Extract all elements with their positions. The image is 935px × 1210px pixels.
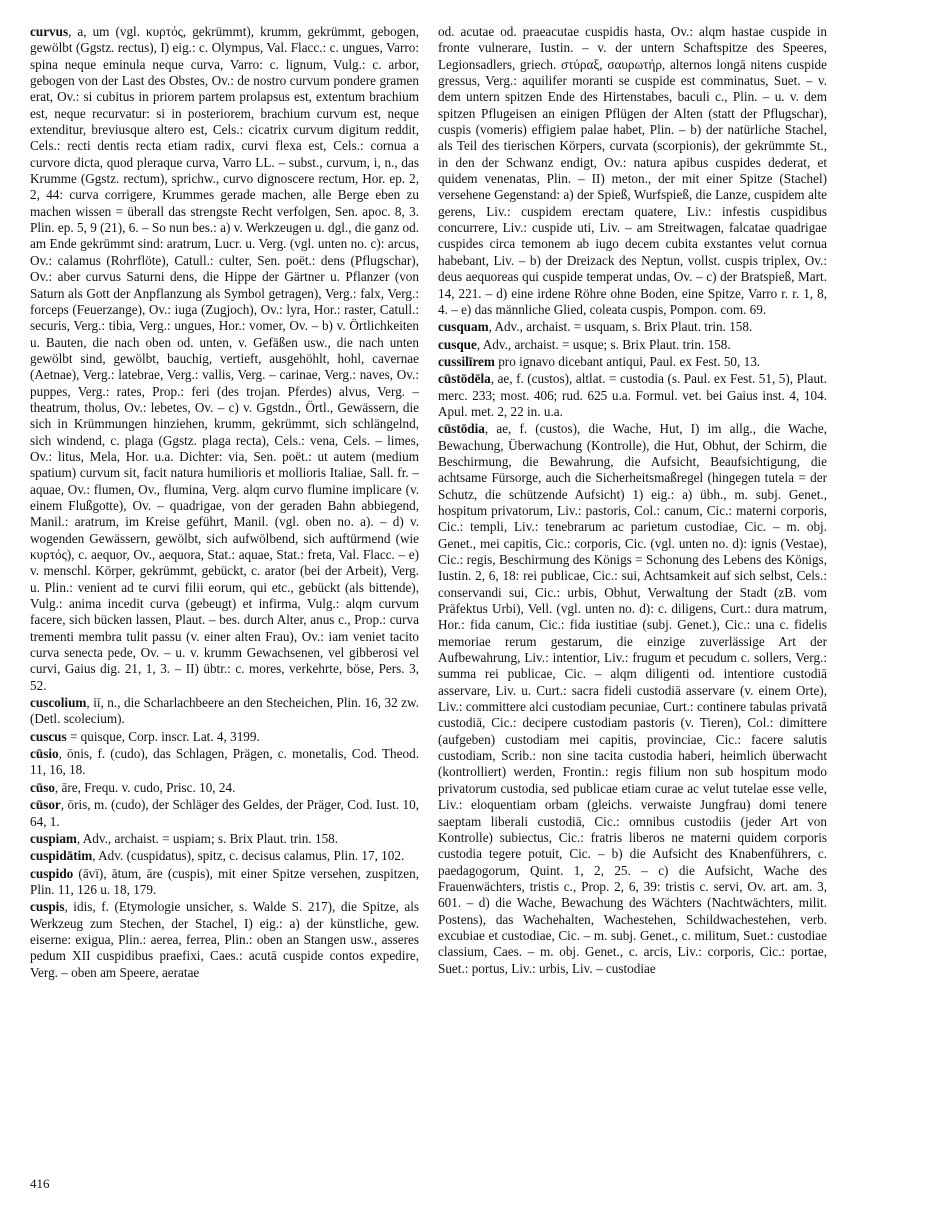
entry-body: , idis, f. (Etymologie unsicher, s. Walde S. 217), die Spitze, als Werkzeug zum Stechen, der Stachel, I) eig.: a) der künstliche, gew. eiserne: exigua, Plin.: aerea, ferrea, Plin.: oben an Stangen usw., asseres pedum XII cuspidibus praefixi, Caes.: acutā cuspide contos expedire, Verg. – oben am Speere, aeratae xyxy=(30,899,419,980)
dictionary-entry xyxy=(30,746,419,779)
dictionary-entry xyxy=(30,797,419,830)
entry-body: (āvī), ātum, āre (cuspis), mit einer Spitze versehen, zuspitzen, Plin. 11, 126 u. 18, 179. xyxy=(30,865,419,897)
entry-body: , ae, f. (custos), altlat. = custodia (s. Paul. ex Fest. 51, 5), Plaut. merc. 233; most. 406; rud. 625 u.a. Formul. vet. bei Gaius inst. 4, 104. Apul. met. 2, 22 in. u.a. xyxy=(438,371,827,419)
entry-body: , Adv., archaist. = usquam, s. Brix Plaut. trin. 158. xyxy=(488,319,753,335)
entry-headword: cuscolium xyxy=(30,695,87,711)
entry-body: , Adv., archaist. = usque; s. Brix Plaut. trin. 158. xyxy=(476,336,731,352)
entry-headword: cūsor xyxy=(30,797,61,813)
dictionary-entry xyxy=(30,729,419,745)
entry-body: , ōnis, f. (cudo), das Schlagen, Prägen, c. monetalis, Cod. Theod. 11, 16, 18. xyxy=(30,746,419,778)
entry-headword: curvus xyxy=(30,24,69,39)
entry-headword: cuspido xyxy=(30,865,74,881)
dictionary-entry xyxy=(30,24,419,694)
dictionary-entry xyxy=(30,780,419,796)
dictionary-entry xyxy=(438,337,827,353)
entry-body: , iī, n., die Scharlachbeere an den Stecheichen, Plin. 16, 32 zw. (Detl. scolecium). xyxy=(30,695,419,727)
dictionary-entry xyxy=(438,371,827,420)
entry-headword: cūso xyxy=(30,779,55,795)
entry-headword: cūstōdia xyxy=(438,421,485,437)
dictionary-entry xyxy=(438,319,827,335)
right-column xyxy=(438,24,827,977)
entry-headword: cuspidātim xyxy=(30,848,93,864)
entry-body: pro ignavo dicebant antiqui, Paul. ex Fest. 50, 13. xyxy=(494,353,761,369)
dictionary-entry xyxy=(30,831,419,847)
dictionary-entry xyxy=(30,695,419,728)
entry-body: , Adv., archaist. = uspiam; s. Brix Plaut. trin. 158. xyxy=(76,830,339,846)
entry-body: , a, um (vgl. κυρτός, gekrümmt), krumm, gekrümmt, gebogen, gewölbt (Ggstz. rectus), I) eig.: c. Olympus, Val. Flacc.: c. ungues, Varro: spina neque eminula neque curva, Varro: c. lignum, Vulg.: c. arbor, gebogen von der Last des Obstes, Ov.: de nostro curvum pondere gramen erat, Ov.: si cubitus in priorem partem prolapsus est, extentum brachium est, neque recurvatur: si in posteriorem, brachium curvum est, neque extenditur, breviusque altero est, Cels.: cicatrix curvum digitum reddit, Cels.: recti dentis recta etiam radix, curvi flexa est, Cels.: cornua a curvore dicta, quod pleraque curva, Varro LL. – subst., curvum, i, n., das Krumme (Ggstz. rectum), sprichw., curvo dignoscere rectum, Hor. ep. 2, 2, 44: curva corrigere, Krummes gerade machen, alle Berge eben zu machen wissen = überall das strengste Recht verfolgen, Sen. apoc. 8, 3. Plin. ep. 5, 9 (21), 6. – So nun bes.: a) v. Werkzeugen u. dgl., die ganz od. am Ende gekrümmt sind: aratrum, Lucr. u. Verg. (vgl. unten no. c): arcus, Ov.: calamus (Rohrflöte), Catull.: culter, Sen. poët.: dens (Pflugschar), Ov.: aber curvus Saturni dens, die Hippe der Gärtner u. Pflanzer (von Saturn als Gott der Anpflanzung als Symbol getragen), Verg.: falx, Verg.: forceps (Feuerzange), Ov.: iuga (Zugjoch), Ov.: lyra, Hor.: raster, Catull.: securis, Verg.: tibia, Verg.: ungues, Hor.: vomer, Ov. – b) v. Örtlichkeiten u. Bauten, die nach oben od. unten, v. Gefäßen usw., die nach unten gewölbt sind, gewölbt, bauchig, vertieft, ausgehöhlt, hohl, cavernae (Aetnae), Verg.: latebrae, Verg.: vallis, Verg. – carinae, Verg.: naves, Ov.: puppes, Verg.: rates, Prop.: feri (des trojan. Pferdes) alvus, Verg. – theatrum, tholus, Ov.: lebetes, Ov. – c) v. Ggstdn., Örtl., Gewässern, die sich in Krümmungen hinziehen, krumm, gekrümmt, sich schlängelnd, sich windend, c. plaga (Ggstz. plaga recta), Cels.: vena, Cels. – limes, Ov.: litus, Mela, Hor. u.a. Dichter: via, Sen. poët.: ut autem (medium spatium) curvum sit, facit natura humilioris et mollioris Italiae, Sall. fr. – aquae, Ov.: flumen, Ov., flumina, Verg. alqm curvo flumine implicare (v. einem Flußgotte), Ov. – quadrigae, von der geraden Bahn abbiegend, Manil.: aratrum, im Kreise geführt, Manil. (vgl. oben no. a). – d) v. wogenden Gewässern, gewölbt, sich aufwölbend, sich auftürmend (wie κυρτός), c. aequor, Ov., aequora, Stat.: aquae, Stat.: freta, Val. Flacc. – e) v. menschl. Körper, gekrümmt, gebückt, c. arator (bei der Arbeit), Verg. u. Plin.: venient ad te curvi filii eorum, qui etc., gebückt (als bittende), Vulg.: anima incedit curva (gebeugt) et infirma, Vulg.: alqm curvum facere, sich bücken lassen, Plaut. – bes. durch Alter, anus c., Prop.: curva trementi membra tulit passu (v. einer alten Frau), Ov.: iam veniet tacito curva senecta pede, Ov. – u. v. krumm Gewachsenen, vel gibberosi vel curvi, Gaius dig. 21, 1, 3. – II) übtr.: c. mores, verkehrte, böse, Pers. 3, 52. xyxy=(30,24,419,693)
entry-headword: cuspiam xyxy=(30,830,77,846)
dictionary-entry xyxy=(438,421,827,977)
dictionary-entry xyxy=(30,848,419,864)
dictionary-entry xyxy=(438,24,827,318)
entry-body: , Adv. (cuspidatus), spitz, c. decisus calamus, Plin. 17, 102. xyxy=(92,848,405,864)
entry-body: , ōris, m. (cudo), der Schläger des Geldes, der Präger, Cod. Iust. 10, 64, 1. xyxy=(30,797,419,829)
entry-headword: cuspis xyxy=(30,899,65,915)
entry-body: , ae, f. (custos), die Wache, Hut, I) im allg., die Wache, Bewachung, Überwachung (Kontrolle), die Hut, Obhut, der Schirm, die Beschirmung, die Bewahrung, die Aufsicht, Beaufsichtigung, die achtsame Fürsorge, auch die Sicherheitsmaßregel (hingegen tutela = der Schutz, die schützende Aufsicht) 1) eig.: a) übh., m. subj. Genet., hospitum privatorum, Liv.: pastoris, Col.: canum, Cic.: materni corporis, Cic.: templi, Liv.: tenebrarum ac parietum custodiae, Cic. – m. obj. Genet., mei capitis, Cic.: corporis, Cic. (vgl. unten no. d): ignis (Vestae), Cic.: regis, Beschirmung des Königs = Schonung des Lebens des Königs, Iustin. 2, 6, 18: rei publicae, Cic.: sui, Achtsamkeit auf sich selbst, Cels.: conservandi sui, Cic.: urbis, Obhut, Verwaltung der Stadt (zB. vom Präfektus Urbi), Vell. (vgl. unten no. d): c. diligens, Curt.: dura matrum, Hor.: fida canum, Cic.: fida iustitiae (subj. Genet.), Cic.: una c. fidelis memoriae rerum gestarum, die einzige zuverlässige Art der Aufbewahrung, Liv.: intentior, Liv.: frugum et pecudum c. sollers, Verg.: summa rei publicae, Cic. – alqm diligenti od. intentiore custodiā asservare, Liv. u. Curt.: sacra fideli custodiā asservare (v. einem Orte), Liv.: committere alci custodiam pecuniae, Curt.: continere tabulas privatā custodiā, Cic.: decipere custodiam pastoris (v. Tieren), Col.: dimittere (aufgeben) custodiam mei capitis, provinciae, Cic.: facere salutis custodiam, Scrib.: non sine tacita custodia haberi, heimlich überwacht (kontrolliert) werden, Frontin.: regis filium non sub hospitum modo privatorum custodia, sed publicae etiam curae ac velut tutelae esse velle, Liv.: eloquentiam orbam (gleichs. verwaiste Jungfrau) domi tenere saeptam liberali custodiā, Cic.: omnibus custodiis (jeder Art von Kontrolle) subiectus, Cic.: fratris liberos ne materni quidem corporis custodia tegere potuit, Cic. – b) die Aufsicht des Knabenführers, c. paedagogorum, Quint. 1, 2, 25. – c) die Aufsicht, Wache des Frauenwächters, tristis c., Prop. 2, 6, 39: tristis c. servi, Ov. art. am. 3, 601. – d) die Wache, Bewachung des Wächters (Nachtwächters, milit. Postens), das Wachehalten, Wachestehen, Schildwachestehen, verb. excubiae et custodiae, Cic. – m. subj. Genet., c. militum, Suet.: custodiae classium, Caes. – m. obj. Genet., c. arcis, Liv.: corporis, Cic.: portae, Suet.: portus, Liv.: urbis, Liv. – custodiae xyxy=(438,421,827,976)
entry-headword: cūstōdēla xyxy=(438,371,491,387)
left-column xyxy=(30,24,419,981)
entry-body: , āre, Frequ. v. cudo, Prisc. 10, 24. xyxy=(54,779,236,795)
entry-headword: cūsio xyxy=(30,746,59,762)
entry-headword: cuscus xyxy=(30,728,67,744)
entry-body: = quisque, Corp. inscr. Lat. 4, 3199. xyxy=(66,728,260,744)
dictionary-entry xyxy=(438,354,827,370)
entry-headword: cussilīrem xyxy=(438,353,495,369)
entry-body: od. acutae od. praeacutae cuspidis hasta, Ov.: alqm hastae cuspide in fronte vulnerare, Iustin. – v. der untern Schaftspitze des Speeres, Legionsadlers, griech. στύραξ, σαυρωτήρ, alternos longā nitens cuspide gressus, Verg.: aquilifer moranti se cuspide est comminatus, Suet. – v. dem untern spitzen Ende des Hirtenstabes, baculi c., Plin. – u. v. dem spitzen Pflugeisen an einigen Pflügen der Alten (statt der Pflugschar), cuspis (vomeris) effigiem palae habet, Plin. – b) der natürliche Stachel, als Teil des tierischen Körpers, curvata (scorpionis), der gekrümmte St., in den der Schwanz endigt, Ov.: natura apibus cuspides dederat, et quidem venenatas, Plin. – II) meton., der mit einer Spitze (Stachel) versehene Gegenstand: a) der Spieß, Wurfspieß, die Lanze, cuspidem alte gerens, Liv.: cuspidem erectam quatere, Liv.: infestis cuspidibus concurrere, Liv.: cuspide uti, Liv. – am Streitwagen, falcatae quadrigae cuspides circa temonem ab iugo decem cubita exstantes velut cornua habebant, Liv. – b) der Dreizack des Neptun, vollst. cuspis triplex, Ov.: deus aequoreas qui cuspide temperat undas, Ov. – c) der Bratspieß, Mart. 14, 221. – d) eine irdene Röhre ohne Boden, eine Spitze, Varro r. r. 1, 8, 4. – e) das männliche Glied, coleata cuspis, Pompon. com. 69. xyxy=(438,24,827,317)
entry-headword: cusquam xyxy=(438,319,489,335)
entry-headword: cusque xyxy=(438,336,477,352)
dictionary-entry xyxy=(30,866,419,899)
dictionary-entry xyxy=(30,899,419,981)
page-number: 416 xyxy=(30,1176,50,1191)
